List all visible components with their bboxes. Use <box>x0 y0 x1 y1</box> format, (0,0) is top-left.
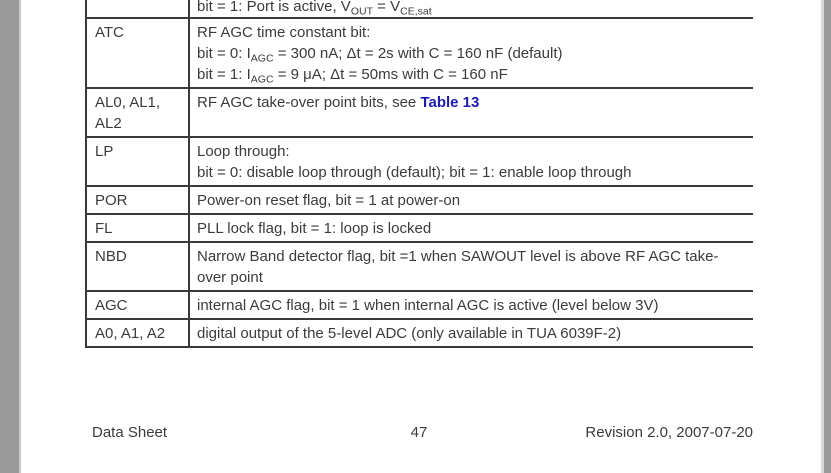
bit-description-table <box>85 0 753 348</box>
bit-label-cell <box>87 0 190 17</box>
footer-document-title: Data Sheet <box>92 424 168 441</box>
text-segment: Narrow Band detector flag, bit =1 when SAWOUT level is above RF AGC take-over point <box>197 248 719 286</box>
table-row <box>87 320 753 348</box>
bit-description-cell <box>190 138 753 185</box>
bit-label-cell: FL <box>87 215 190 241</box>
text-line <box>197 190 745 211</box>
text-segment: = 300 nA; Δt = 2s with C = 160 nF (default) <box>273 45 563 62</box>
footer-revision: Revision 2.0, 2007-07-20 <box>585 424 753 441</box>
bit-label-cell: POR <box>87 187 190 213</box>
text-segment: = V <box>373 0 401 15</box>
text-segment: bit = 1: Port is active, V <box>197 0 351 15</box>
text-segment: RF AGC time constant bit: <box>197 24 371 41</box>
bit-label-cell: NBD <box>87 243 190 290</box>
text-segment: digital output of the 5-level ADC (only available in TUA 6039F-2) <box>197 325 622 342</box>
bit-description-cell <box>190 292 753 318</box>
text-line <box>197 141 745 162</box>
text-segment: PLL lock flag, bit = 1: loop is locked <box>197 220 432 237</box>
text-segment: = 9 μA; Δt = 50ms with C = 160 nF <box>273 66 508 83</box>
bit-label-cell: A0, A1, A2 <box>87 320 190 346</box>
text-line <box>197 92 745 113</box>
text-line <box>197 43 745 64</box>
bit-description-cell <box>190 215 753 241</box>
bit-label-cell: LP <box>87 138 190 185</box>
table-row <box>87 89 753 138</box>
text-segment: bit = 1: I <box>197 66 251 83</box>
bit-description-cell <box>190 187 753 213</box>
text-line <box>197 295 745 316</box>
footer-page-number: 47 <box>410 424 428 441</box>
text-line <box>197 162 745 183</box>
table-row <box>87 19 753 89</box>
table-row <box>87 138 753 187</box>
text-line <box>197 218 745 239</box>
text-line <box>197 0 745 17</box>
bit-description-cell <box>190 0 753 17</box>
vertical-scrollbar[interactable] <box>821 0 831 473</box>
table-row <box>87 215 753 243</box>
table-row <box>87 0 753 19</box>
bit-description-cell <box>190 320 753 346</box>
bit-description-cell <box>190 89 753 136</box>
bit-label-cell: ATC <box>87 19 190 87</box>
text-line <box>197 22 745 43</box>
table-row <box>87 243 753 292</box>
text-line <box>197 64 745 85</box>
bit-description-cell <box>190 243 753 290</box>
subscript-text: OUT <box>350 5 373 18</box>
text-segment: bit = 0: I <box>197 45 251 62</box>
table-row <box>87 292 753 320</box>
subscript-text: AGC <box>250 52 274 65</box>
text-line <box>197 323 745 344</box>
subscript-text: AGC <box>250 73 274 86</box>
viewer-left-gutter <box>0 0 21 473</box>
text-segment: Power-on reset flag, bit = 1 at power-on <box>197 192 461 209</box>
bit-label-cell: AGC <box>87 292 190 318</box>
text-segment: internal AGC flag, bit = 1 when internal AGC is active (level below 3V) <box>197 297 659 314</box>
text-line <box>197 246 745 288</box>
bit-description-cell <box>190 19 753 87</box>
table-13-link[interactable]: Table 13 <box>420 94 480 111</box>
bit-label-cell: AL0, AL1, AL2 <box>87 89 190 136</box>
subscript-text: CE,sat <box>400 5 432 18</box>
text-segment: bit = 0: disable loop through (default); bit = 1: enable loop through <box>197 164 632 181</box>
text-segment: RF AGC take-over point bits, see <box>197 94 421 111</box>
table-row <box>87 187 753 215</box>
text-segment: Loop through: <box>197 143 290 160</box>
